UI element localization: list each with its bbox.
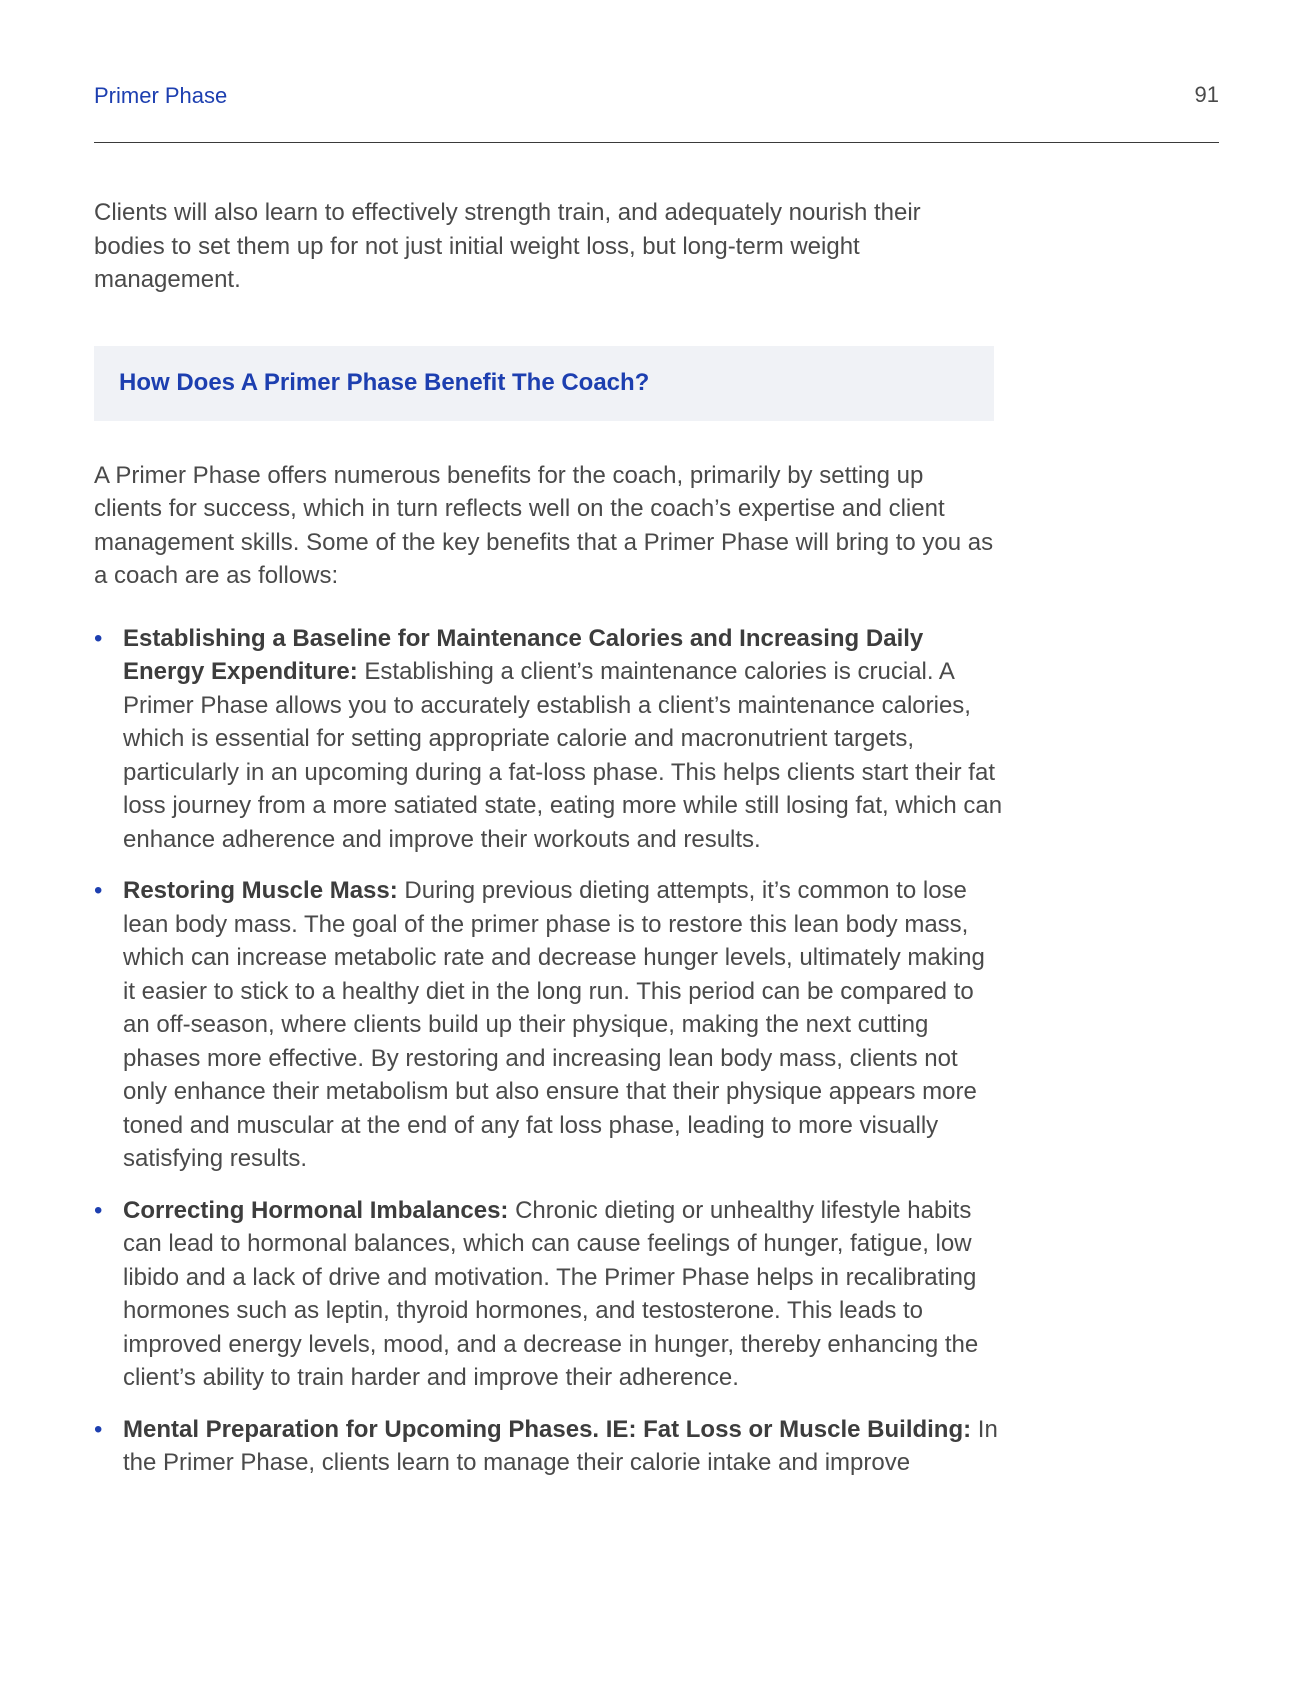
benefit-term: Restoring Muscle Mass:: [123, 877, 398, 904]
list-item: [94, 874, 1003, 1176]
benefit-text: In the Primer Phase, clients learn to manage their calorie intake and improve: [123, 1415, 998, 1476]
page-number: 91: [1194, 82, 1219, 107]
bullet-icon: •: [94, 877, 103, 904]
page-content: [94, 196, 1003, 1498]
bullet-icon: •: [94, 1196, 103, 1224]
intro-paragraph: Clients will also learn to effectively strength train, and adequately nourish their bodies to set them up for not just initial weight loss, but long-term weight management.: [94, 199, 921, 293]
benefit-text: Chronic dieting or unhealthy lifestyle habits can lead to hormonal balances, which can cause feelings of hunger, fatigue, low libido and a lack of drive and motivation. The Primer Phase helps in recalibrating hormones such as leptin, thyroid hormones, and testosterone. This leads to improved energy levels, mood, and a decrease in hunger, thereby enhancing the client’s ability to train harder and improve their adherence.: [123, 1196, 979, 1391]
section-heading-box: [94, 346, 994, 421]
benefit-term: Mental Preparation for Upcoming Phases. IE: Fat Loss or Muscle Building:: [123, 1415, 972, 1443]
benefit-term: Establishing a Baseline for Maintenance Calories and Increasing Daily Energy Expenditure:: [123, 624, 924, 685]
benefits-list: [94, 622, 1003, 1480]
benefit-text: During previous dieting attempts, it’s common to lose lean body mass. The goal of the primer phase is to restore this lean body mass, which can increase metabolic rate and decrease hunger levels, ultimately making it easier to stick to a healthy diet in the long run. This period can be compared to an off-season, where clients build up their physique, making the next cutting phases more effective. By restoring and increasing lean body mass, clients not only enhance their metabolism but also ensure that their physique appears more toned and muscular at the end of any fat loss phase, leading to more visually satisfying results.: [123, 877, 985, 1172]
benefit-text: Establishing a client’s maintenance calories is crucial. A Primer Phase allows you to accurately establish a client’s maintenance calories, which is essential for setting appropriate calorie and macronutrient targets, particularly in an upcoming during a fat-loss phase. This helps clients start their fat loss journey from a more satiated state, eating more while still losing fat, which can enhance adherence and improve their workouts and results.: [123, 658, 1003, 853]
list-item: [94, 622, 1003, 857]
list-item: [94, 1413, 1003, 1480]
list-item: [94, 1194, 1003, 1395]
section-heading: How Does A Primer Phase Benefit The Coach?: [119, 369, 650, 396]
lead-paragraph: A Primer Phase offers numerous benefits for the coach, primarily by setting up clients for success, which in turn reflects well on the coach’s expertise and client management skills. Some of the key benefits that a Primer Phase will bring to you as a coach are as follows:: [94, 461, 994, 589]
page-header: [94, 80, 1219, 143]
benefit-term: Correcting Hormonal Imbalances:: [123, 1196, 509, 1224]
bullet-icon: •: [94, 624, 103, 652]
running-title: Primer Phase: [94, 83, 228, 108]
bullet-icon: •: [94, 1415, 103, 1443]
